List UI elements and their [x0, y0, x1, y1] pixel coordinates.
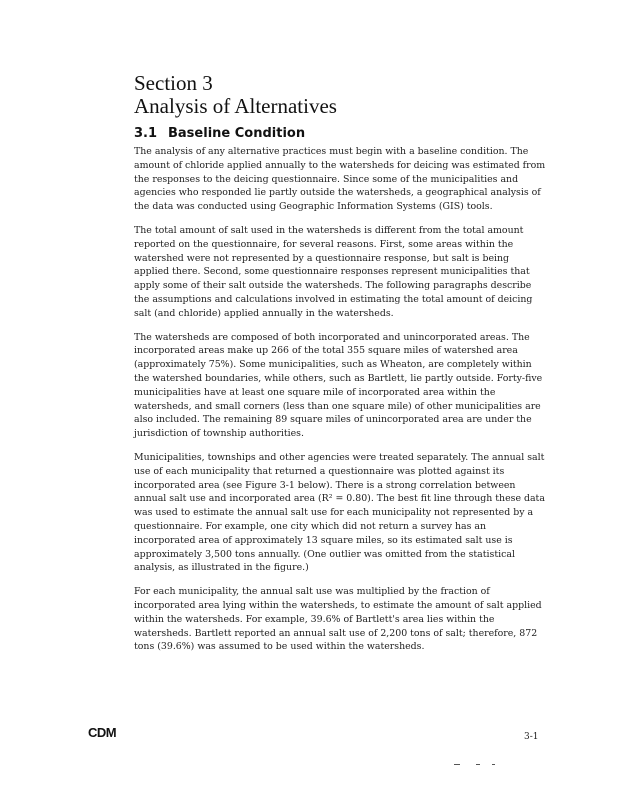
section-title — [134, 72, 337, 118]
scan-artifact-mark — [454, 764, 460, 765]
subsection-title: Baseline Condition — [168, 126, 306, 141]
paragraph-watershed-areas: The watersheds are composed of both incorporated and unincorporated areas. The incorporated areas make up 266 of the total 355 square miles of watershed area (approximately 75%). Some municipalities, such as Wheaton, are completely within the watershed boundaries, while others, such as Bartlett, lie partly outside. Forty-five municipalities have at least one square mile of incorporated area within the watersheds, and small corners (less than one square mile) of other municipalities are also included. The remaining 89 square miles of unincorporated area are under the jurisdiction of township authorities. — [134, 331, 543, 440]
body-text — [134, 145, 546, 664]
subsection-number: 3.1 — [134, 126, 158, 141]
paragraph-salt-fraction: For each municipality, the annual salt use was multiplied by the fraction of incorporated area lying within the watersheds, to estimate the amount of salt applied within the watersheds. For example, 39.6% of Bartlett's area lies within the watersheds. Bartlett reported an annual salt use of 2,200 tons of salt; therefore, 872 tons (39.6%) was assumed to be used within the watersheds. — [134, 586, 542, 653]
scan-artifact-mark — [492, 764, 495, 765]
paragraph-baseline-intro: The analysis of any alternative practices must begin with a baseline condition. The amount of chloride applied annually to the watersheds for deicing was estimated from the responses to the deicing questionnaire. Since some of the municipalities and agencies who responded lie partly outside the watersheds, a geographical analysis of the data was conducted using Geographic Information Systems (GIS) tools. — [134, 146, 546, 213]
scan-artifact-mark — [476, 764, 480, 765]
subsection-heading — [134, 126, 305, 141]
section-name-heading: Analysis of Alternatives — [134, 94, 337, 118]
paragraph-total-salt: The total amount of salt used in the watersheds is different from the total amount reported on the questionnaire, for several reasons. First, some areas within the watershed were not represented by a questionnaire response, but salt is being applied there. Second, some questionnaire responses represent municipalities that apply some of their salt outside the watersheds. The following paragraphs describe the assumptions and calculations involved in estimating the total amount of deicing salt (and chloride) applied annually in the watersheds. — [134, 224, 533, 319]
cdm-logo: CDM — [88, 725, 117, 740]
section-number-heading: Section 3 — [134, 71, 213, 95]
paragraph-municipalities: Municipalities, townships and other agencies were treated separately. The annual salt use of each municipality that returned a questionnaire was plotted against its incorporated area (see Figure 3-1 below). There is a strong correlation between annual salt use and incorporated area (R² = 0.80). The best fit line through these data was used to estimate the annual salt use for each municipality not represented by a questionnaire. For example, one city which did not return a survey has an incorporated area of approximately 13 square miles, so its estimated salt use is approximately 3,500 tons annually. (One outlier was omitted from the statistical analysis, as illustrated in the figure.) — [134, 451, 545, 574]
page-number: 3-1 — [524, 732, 539, 742]
